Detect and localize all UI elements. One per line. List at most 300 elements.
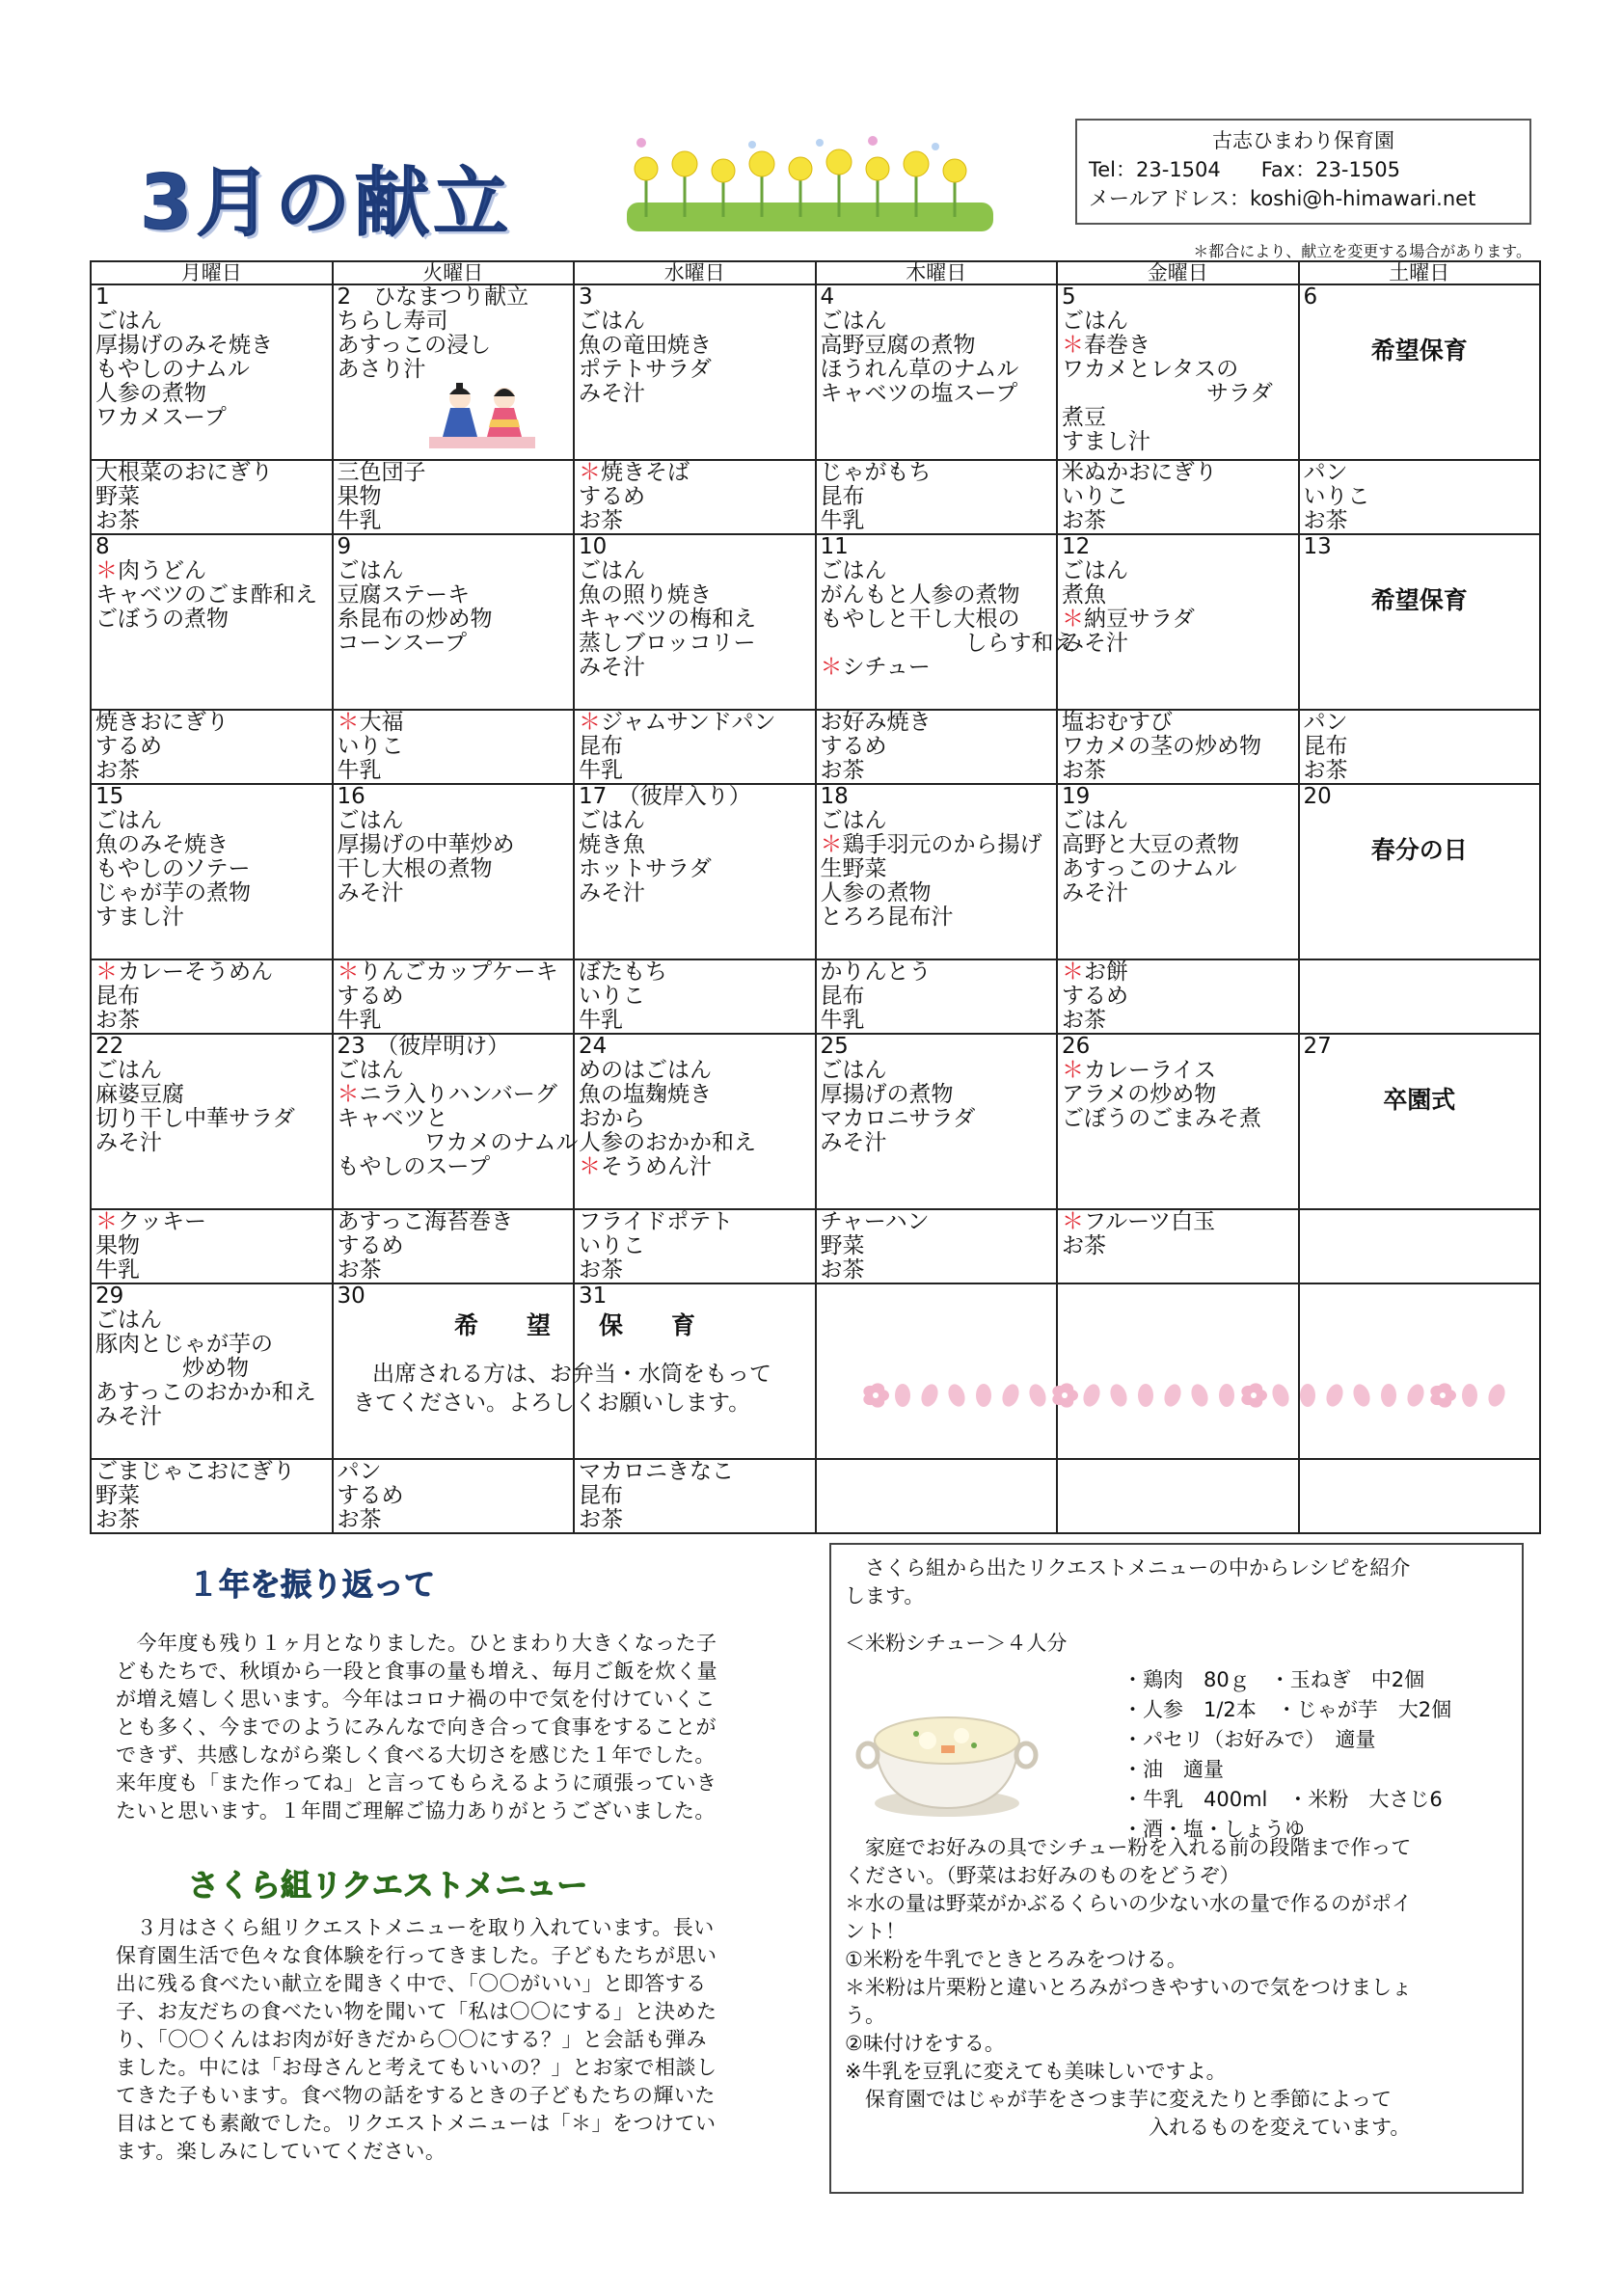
menu-line: みそ汁	[579, 880, 645, 905]
date-number: 13	[1303, 534, 1332, 559]
menu-line: ワカメスープ	[95, 405, 227, 430]
request-asterisk: ＊	[1062, 959, 1084, 985]
menu-line: キャベツの塩スープ	[820, 381, 1018, 406]
menu-line: ごはん	[95, 309, 162, 334]
text-line: 保育園生活で色々な食体験を行ってきました。子どもたちが思い	[116, 1944, 717, 1967]
menu-line: 豆腐ステーキ	[337, 582, 471, 608]
menu-line: みそ汁	[337, 880, 404, 905]
menu-line	[579, 711, 811, 735]
sakura-petal	[895, 1384, 910, 1407]
menu-line: 牛乳	[579, 758, 623, 783]
date-number: 31	[579, 1283, 608, 1309]
menu-text: 鶏手羽元のから揚げ	[842, 832, 1042, 857]
snack-cell	[574, 959, 816, 1034]
text-line: ＊米粉は片栗粉と違いとろみがつきやすいので気をつけましょ	[845, 1976, 1412, 1999]
menu-line: みそ汁	[1062, 631, 1128, 656]
menu-line: ぼたもち	[579, 959, 667, 985]
date-number: 5	[1062, 284, 1076, 310]
date-number: 29	[95, 1283, 124, 1309]
sakura-petal	[976, 1384, 991, 1407]
menu-line: もやしのソテー	[95, 856, 251, 881]
snack-cell	[816, 1209, 1058, 1283]
week-3-snack-row	[91, 959, 1540, 1034]
text-line: う。	[845, 2004, 885, 2027]
menu-line: お茶	[1303, 758, 1348, 783]
menu-line: ごはん	[1062, 558, 1128, 583]
text-line: 家庭でお好みの具でシチュー粉を入れる前の段階まで作って	[845, 1836, 1412, 1859]
snack-cell	[1299, 1209, 1541, 1283]
date-number: 17 （彼岸入り）	[579, 784, 751, 809]
text-line: ・鶏肉 80ｇ ・玉ねぎ 中2個	[1123, 1668, 1425, 1691]
menu-line: みそ汁	[95, 1130, 162, 1155]
menu-line: お茶	[95, 1008, 140, 1033]
email: メールアドレス：koshi@h-himawari.net	[1089, 187, 1476, 210]
phone-fax: Tel：23-1504 Fax：23-1505	[1089, 158, 1400, 181]
menu-line: とろろ昆布汁	[820, 905, 954, 930]
sakura-request-text	[116, 1914, 810, 2166]
menu-text: クッキー	[118, 1209, 206, 1234]
sakura-flower-petal	[871, 1383, 884, 1394]
sakura-petal	[918, 1382, 940, 1409]
menu-text: シチュー	[842, 655, 931, 680]
day-cell	[574, 784, 816, 959]
weekday-1: 火曜日	[333, 261, 575, 284]
menu-line: みそ汁	[95, 1404, 162, 1429]
text-line: ・パセリ（お好みで） 適量	[1123, 1728, 1376, 1751]
menu-line: 米ぬかおにぎり	[1062, 460, 1217, 485]
date-number: 18	[820, 784, 849, 809]
menu-line: 焼きおにぎり	[95, 710, 229, 735]
request-asterisk: ＊	[1062, 1058, 1084, 1083]
menu-line: 牛乳	[95, 1257, 140, 1283]
snack-cell	[1057, 710, 1299, 784]
menu-line: ごはん	[579, 808, 645, 833]
menu-line: 野菜	[95, 1483, 140, 1508]
date-number: 22	[95, 1034, 124, 1059]
day-cell	[333, 534, 575, 710]
week-2-snack-row	[91, 710, 1540, 784]
menu-line: お茶	[1062, 1233, 1106, 1258]
weekday-3: 木曜日	[816, 261, 1058, 284]
menu-line: お茶	[337, 1507, 382, 1532]
menu-line: サラダ	[1206, 381, 1273, 406]
rapeseed-flowers-illustration	[627, 135, 993, 231]
menu-line	[1062, 1210, 1294, 1234]
date-number: 9	[337, 534, 352, 559]
day-cell	[574, 1034, 816, 1209]
menu-line: 大根菜のおにぎり	[95, 460, 273, 485]
menu-line: ごはん	[95, 808, 162, 833]
menu-line: 麻婆豆腐	[95, 1082, 184, 1107]
request-asterisk: ＊	[1062, 607, 1084, 632]
menu-line: 切り干し中華サラダ	[95, 1106, 295, 1131]
date-number: 4	[820, 284, 835, 310]
text-line: ＊水の量は野菜がかぶるくらいの少ない水の量で作るのがポイ	[845, 1892, 1412, 1915]
hina-dolls-illustration	[429, 381, 535, 448]
menu-line: もやしのスープ	[337, 1154, 491, 1179]
menu-line: いりこ	[579, 1233, 645, 1258]
menu-line: 厚揚げのみそ焼き	[95, 333, 273, 358]
menu-text: 肉うどん	[118, 558, 206, 583]
menu-line: パン	[1303, 710, 1348, 735]
menu-line: 昆布	[1303, 734, 1348, 759]
menu-line: ワカメのナムル	[423, 1130, 579, 1155]
menu-line	[95, 559, 328, 583]
menu-line: 厚揚げの煮物	[820, 1082, 954, 1107]
sakura-flower-center	[1251, 1392, 1257, 1398]
kibou-note-2: きてください。よろしくお願いします。	[353, 1391, 751, 1416]
text-line: が増え嬉しく思います。今年はコロナ禍の中で気を付けていくこ	[116, 1688, 716, 1711]
day-cell	[574, 534, 816, 710]
menu-line: ごはん	[820, 558, 887, 583]
kibou-hoiku-title: 希 望 保 育	[453, 1311, 695, 1339]
sakura-petal	[1080, 1382, 1102, 1409]
sakura-petal	[1026, 1382, 1048, 1409]
menu-line: お茶	[95, 758, 140, 783]
request-asterisk: ＊	[1062, 1209, 1084, 1234]
menu-text: 納豆サラダ	[1084, 607, 1195, 632]
text-line: できず、共感しながら楽しく食べる大切さを感じた１年でした。	[116, 1743, 716, 1767]
menu-line: ごはん	[579, 558, 645, 583]
menu-line: あすっこのおかか和え	[95, 1380, 316, 1405]
day-cell	[1057, 534, 1299, 710]
day-cell	[1299, 1034, 1541, 1209]
menu-line	[821, 833, 1053, 857]
recipe-title: ＜米粉シチュー＞４人分	[845, 1632, 1068, 1655]
menu-line	[338, 1083, 570, 1107]
snack-cell	[333, 1209, 575, 1283]
text-line: 今年度も残り１ヶ月となりました。ひとまわり大きくなった子	[116, 1632, 717, 1655]
menu-line: お茶	[1303, 508, 1348, 533]
menu-line: お茶	[579, 508, 623, 533]
menu-line: マカロニサラダ	[820, 1106, 976, 1131]
text-line: 来年度も「また作ってね」と言ってもらえるように頑張っていき	[116, 1771, 717, 1795]
menu-line	[579, 461, 811, 485]
weekday-0: 月曜日	[91, 261, 333, 284]
menu-line: 人参の煮物	[820, 880, 932, 905]
sakura-flower-petal	[1438, 1383, 1451, 1394]
stew-bowl-illustration	[860, 1688, 1034, 1823]
day-cell	[816, 534, 1076, 710]
menu-line: ごはん	[1062, 808, 1128, 833]
sakura-petal	[1188, 1382, 1210, 1409]
menu-line	[1062, 1059, 1294, 1083]
day-cell	[1057, 784, 1299, 959]
snack-cell	[1057, 959, 1299, 1034]
menu-text: 大福	[359, 710, 404, 735]
snack-cell	[1057, 1459, 1299, 1533]
menu-line: 牛乳	[820, 508, 865, 533]
text-line: ②味付けをする。	[845, 2032, 1005, 2055]
snack-cell	[574, 1209, 816, 1283]
text-line: ント！	[845, 1920, 906, 1943]
menu-line: ごはん	[95, 1058, 162, 1083]
menu-line	[1062, 608, 1294, 632]
menu-line: 野菜	[820, 1233, 865, 1258]
menu-line: 塩おむすび	[1062, 710, 1173, 735]
menu-line: すまし汁	[1062, 429, 1150, 454]
menu-line: 30	[337, 1283, 365, 1309]
menu-line: ごまじゃこおにぎり	[95, 1459, 295, 1484]
snack-cell	[1299, 959, 1541, 1034]
menu-line	[338, 711, 570, 735]
menu-line: ごはん	[95, 1308, 162, 1333]
sakura-petal	[1138, 1384, 1153, 1407]
menu-line: かりんとう	[820, 959, 932, 985]
menu-line	[1062, 960, 1294, 985]
date-number: 26	[1062, 1034, 1091, 1059]
menu-line	[95, 1210, 328, 1234]
menu-line: パン	[337, 1459, 382, 1484]
menu-line: いりこ	[337, 734, 404, 759]
sakura-flower-petal	[1249, 1383, 1262, 1394]
request-asterisk: ＊	[820, 832, 843, 857]
day-cell	[91, 784, 333, 959]
day-cell	[333, 1034, 579, 1209]
menu-line: キャベツの梅和え	[579, 607, 756, 632]
year-review-text	[116, 1630, 810, 1825]
day-cell	[816, 284, 1058, 460]
snack-cell	[816, 460, 1058, 534]
day-cell	[574, 284, 816, 460]
date-number: 16	[337, 784, 365, 809]
menu-line: ごはん	[820, 808, 887, 833]
menu-line: しらす和え	[964, 631, 1076, 656]
text-line: ください。（野菜はお好みのものをどうぞ）	[845, 1864, 1240, 1887]
day-cell	[91, 284, 333, 460]
menu-line: お茶	[579, 1257, 623, 1283]
request-asterisk: ＊	[579, 710, 601, 735]
day-cell	[1299, 784, 1541, 959]
text-line: ます。楽しみにしていてください。	[116, 2140, 446, 2163]
menu-line: 煮魚	[1062, 582, 1106, 608]
menu-line: 果物	[337, 484, 382, 509]
menu-line: いりこ	[579, 984, 645, 1009]
kibou-hoiku-notice	[343, 1311, 806, 1418]
menu-line: ちらし寿司	[337, 309, 448, 334]
menu-line: するめ	[820, 734, 887, 759]
menu-line: 豚肉とじゃが芋の	[95, 1332, 273, 1357]
menu-line: ごはん	[337, 808, 404, 833]
contact-box	[1075, 119, 1531, 225]
snack-cell	[333, 460, 575, 534]
menu-line: 蒸しブロッコリー	[579, 631, 756, 656]
request-asterisk: ＊	[579, 460, 601, 485]
menu-calendar	[90, 260, 1541, 1534]
menu-line: お茶	[95, 508, 140, 533]
text-line: 出に残る食べたい献立を聞きく中で、「〇〇がいい」と即答する	[116, 1972, 707, 1995]
text-line: とも多く、今までのようにみんなで向き合って食事をすることが	[116, 1715, 717, 1739]
menu-line: 高野豆腐の煮物	[820, 333, 976, 358]
menu-line: すまし汁	[95, 905, 184, 930]
day-cell	[1057, 1034, 1299, 1209]
text-line: ・牛乳 400ml ・米粉 大さじ6	[1123, 1788, 1443, 1811]
school-name: 古志ひまわり保育園	[1212, 129, 1394, 152]
text-line: ①米粉を牛乳でときとろみをつける。	[845, 1948, 1187, 1971]
menu-line: 焼き魚	[579, 832, 645, 857]
special-day-label: 卒園式	[1383, 1086, 1456, 1114]
ingredients-list	[1123, 1665, 1451, 1845]
menu-line: チャーハン	[820, 1209, 930, 1234]
menu-line	[1062, 334, 1294, 358]
menu-line: 魚のみそ焼き	[95, 832, 229, 857]
snack-cell	[91, 1459, 333, 1533]
menu-line: あすっこの浸し	[337, 333, 492, 358]
menu-line: するめ	[337, 1483, 404, 1508]
snack-cell	[1299, 460, 1541, 534]
menu-line: みそ汁	[579, 381, 645, 406]
menu-text: フルーツ白玉	[1084, 1209, 1216, 1234]
menu-line: 炒め物	[182, 1356, 249, 1381]
snack-cell	[333, 710, 575, 784]
request-asterisk: ＊	[337, 710, 360, 735]
menu-line: みそ汁	[1062, 880, 1128, 905]
menu-line: がんもと人参の煮物	[820, 582, 1020, 608]
menu-line: じゃが芋の煮物	[95, 880, 251, 905]
menu-line: するめ	[337, 1233, 404, 1258]
menu-line: フライドポテト	[579, 1209, 734, 1234]
menu-line: 人参の煮物	[95, 381, 206, 406]
section-heading-sakura-request: さくら組リクエストメニュー	[188, 1867, 588, 1904]
menu-line: お茶	[820, 758, 865, 783]
menu-line: 糸昆布の炒め物	[337, 607, 493, 632]
menu-line	[821, 656, 1053, 680]
change-notice: ＊都合により、献立を変更する場合があります。	[1193, 242, 1531, 260]
section-heading-year-review: １年を振り返って	[188, 1566, 436, 1603]
menu-line: ごはん	[1062, 309, 1128, 334]
sakura-petal	[999, 1382, 1021, 1409]
menu-text: ジャムサンドパン	[601, 710, 776, 735]
menu-line: もやしのナムル	[95, 357, 250, 382]
date-number: 24	[579, 1034, 608, 1059]
sakura-flower-center	[1440, 1392, 1446, 1398]
recipe-intro: さくら組から出たリクエストメニューの中からレシピを紹介 します。	[845, 1556, 1411, 1607]
date-number: 1	[95, 284, 110, 310]
menu-line: 煮豆	[1062, 405, 1106, 430]
menu-line: ごはん	[579, 309, 645, 334]
snack-cell	[1057, 1209, 1299, 1283]
sakura-petal	[1404, 1382, 1426, 1409]
snack-cell	[333, 959, 575, 1034]
menu-line: めのはごはん	[579, 1058, 712, 1083]
menu-line: ワカメとレタスの	[1062, 357, 1239, 382]
sakura-petal	[1350, 1382, 1372, 1409]
menu-line: お茶	[1062, 508, 1106, 533]
sakura-flower-center	[873, 1392, 879, 1398]
menu-line: 厚揚げの中華炒め	[337, 832, 515, 857]
date-number: 2 ひなまつり献立	[337, 284, 529, 310]
day-cell	[1299, 534, 1541, 710]
menu-line: ごぼうのごまみそ煮	[1062, 1106, 1261, 1131]
day-cell	[816, 784, 1058, 959]
snack-cell	[91, 710, 333, 784]
page-title: 3月の献立	[140, 160, 513, 247]
menu-text: 焼きそば	[601, 460, 690, 485]
snack-cell	[574, 710, 816, 784]
sakura-flower-center	[1062, 1392, 1068, 1398]
request-asterisk: ＊	[1062, 333, 1084, 358]
week-4-snack-row	[91, 1209, 1540, 1283]
menu-line: お茶	[1062, 1008, 1106, 1033]
menu-line: 魚の照り焼き	[579, 582, 712, 608]
menu-line: 昆布	[579, 1483, 623, 1508]
request-asterisk: ＊	[579, 1154, 601, 1179]
menu-text: りんごカップケーキ	[359, 959, 558, 985]
menu-line: 昆布	[95, 984, 140, 1009]
menu-line: パン	[1303, 460, 1348, 485]
date-number: 19	[1062, 784, 1091, 809]
day-cell	[91, 1283, 333, 1459]
menu-line	[579, 1155, 811, 1179]
snack-cell	[91, 959, 333, 1034]
menu-line: ごはん	[820, 309, 887, 334]
menu-line: するめ	[579, 484, 645, 509]
menu-line: あさり汁	[337, 357, 426, 382]
request-asterisk: ＊	[95, 1209, 118, 1234]
menu-line: 人参のおかか和え	[579, 1130, 756, 1155]
menu-line: お好み焼き	[820, 710, 932, 735]
menu-line: みそ汁	[820, 1130, 887, 1155]
snack-cell	[1299, 1459, 1541, 1533]
snack-cell	[816, 959, 1058, 1034]
menu-line: 昆布	[820, 484, 865, 509]
week-1-snack-row	[91, 460, 1540, 534]
date-number: 27	[1303, 1034, 1332, 1059]
menu-line: ワカメの茎の炒め物	[1062, 734, 1261, 759]
week-4-lunch-row	[91, 1034, 1540, 1209]
special-day-label: 希望保育	[1370, 337, 1468, 365]
menu-text: そうめん汁	[601, 1154, 712, 1179]
text-line: ３月はさくら組リクエストメニューを取り入れています。長い	[116, 1916, 715, 1939]
menu-line: 魚の塩麹焼き	[579, 1082, 712, 1107]
special-day-label: 希望保育	[1370, 586, 1468, 614]
sakura-petal	[1323, 1382, 1345, 1409]
text-line: 子、お友だちの食べたい物を聞いて「私は〇〇にする」と決めた	[116, 2000, 717, 2023]
weekday-header	[91, 261, 1540, 284]
menu-line: おから	[579, 1106, 645, 1131]
menu-line: お茶	[337, 1257, 382, 1283]
snack-cell	[816, 710, 1058, 784]
kibou-note-1: 出席される方は、お弁当・水筒をもって	[372, 1362, 771, 1387]
menu-text: カレーそうめん	[118, 959, 273, 985]
menu-line: ポテトサラダ	[579, 357, 712, 382]
menu-line: 牛乳	[337, 1008, 382, 1033]
snack-cell	[1057, 460, 1299, 534]
text-line: ※牛乳を豆乳に変えても美味しいですよ。	[845, 2060, 1227, 2083]
menu-line: キャベツのごま酢和え	[95, 582, 317, 608]
sakura-petal	[1107, 1382, 1129, 1409]
date-number: 3	[579, 284, 593, 310]
sakura-petal	[1269, 1382, 1291, 1409]
weekday-2: 水曜日	[574, 261, 816, 284]
menu-line: マカロニきなこ	[579, 1459, 734, 1484]
menu-line: お茶	[1062, 758, 1106, 783]
text-line: 目はとても素敵でした。リクエストメニューは「＊」をつけてい	[116, 2112, 717, 2135]
menu-line	[95, 960, 328, 985]
menu-line: お茶	[820, 1257, 865, 1283]
text-line: どもたちで、秋頃から一段と食事の量も増え、毎月ご飯を炊く量	[116, 1660, 718, 1683]
menu-text: ニラ入りハンバーグ	[359, 1082, 557, 1107]
request-asterisk: ＊	[337, 959, 360, 985]
menu-line: ごはん	[337, 558, 404, 583]
menu-line: するめ	[1062, 984, 1128, 1009]
sakura-petal	[1485, 1382, 1507, 1409]
sakura-petal	[1462, 1384, 1477, 1407]
snack-cell	[574, 1459, 816, 1533]
date-number: 25	[820, 1034, 849, 1059]
menu-line: 牛乳	[820, 1008, 865, 1033]
menu-line: ごぼうの煮物	[95, 607, 229, 632]
